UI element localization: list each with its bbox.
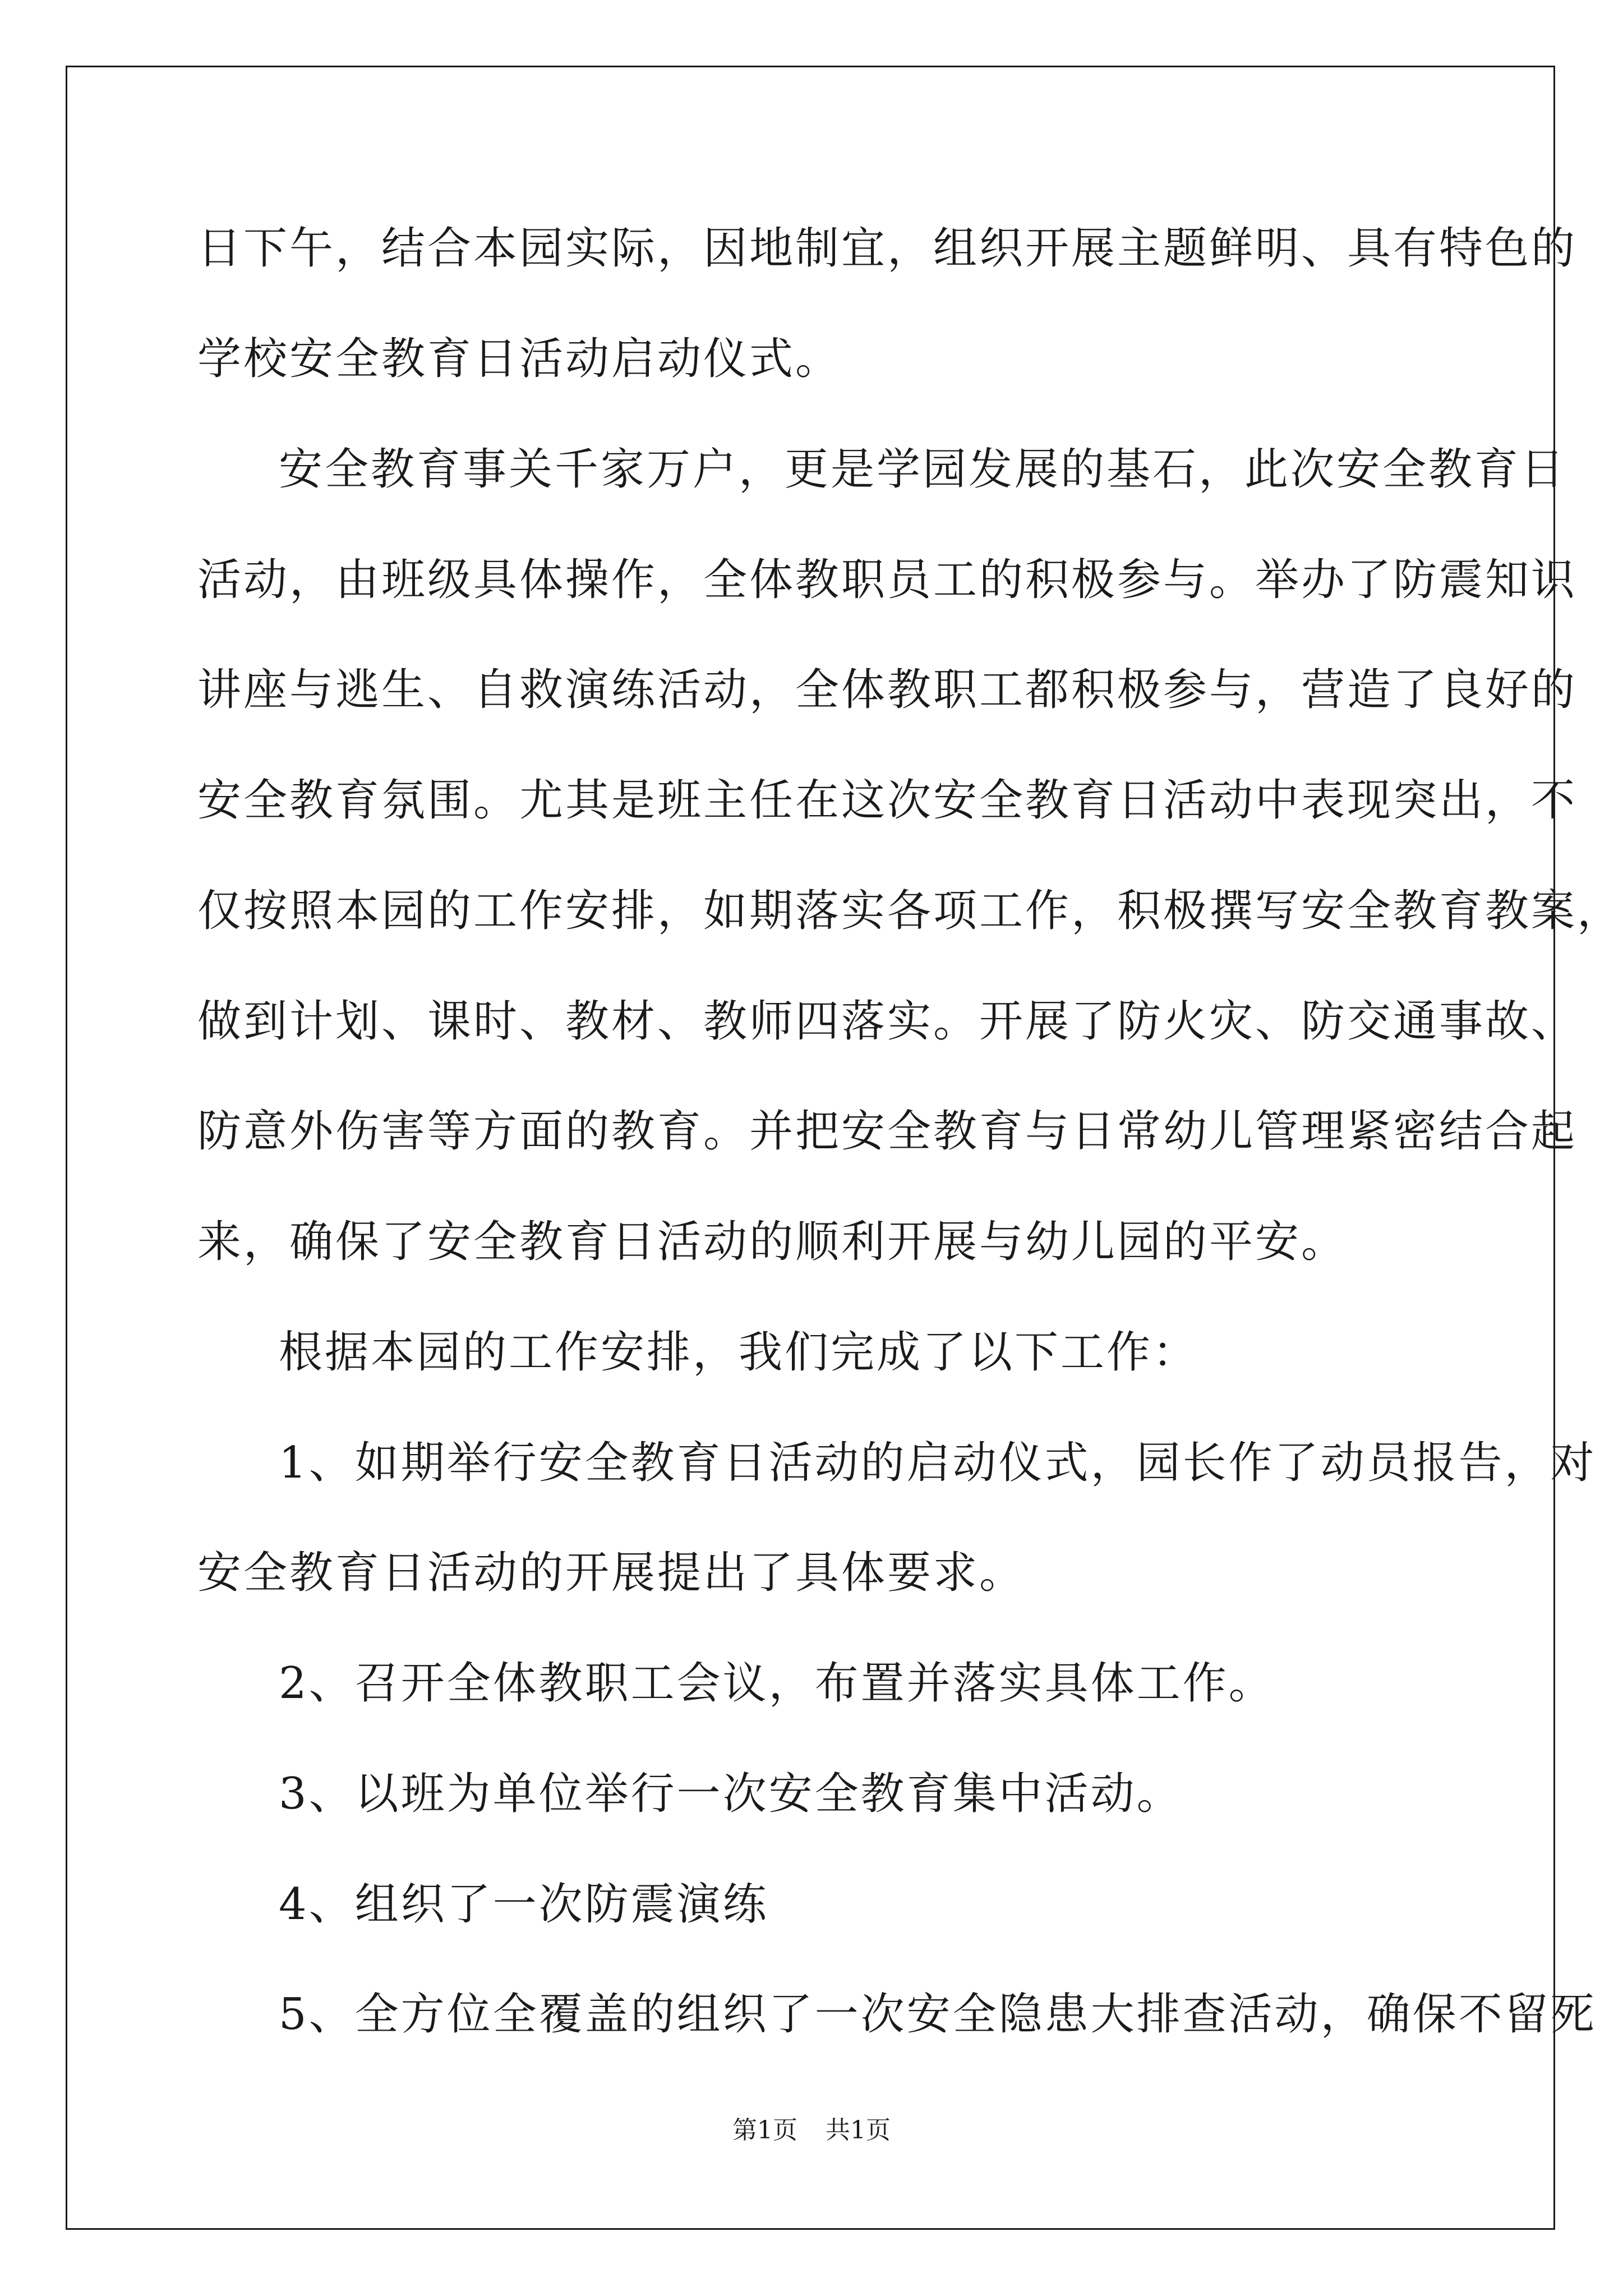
text-line: 安全教育氛围。尤其是班主任在这次安全教育日活动中表现突出，不	[197, 775, 1578, 826]
paragraph-start: 根据本园的工作安排，我们完成了以下工作：	[279, 1327, 1199, 1378]
text-line: 仅按照本园的工作安排，如期落实各项工作，积极撰写安全教育教案，	[197, 886, 1623, 936]
text-line: 讲座与逃生、自救演练活动，全体教职工都积极参与，营造了良好的	[197, 665, 1578, 715]
page-number: 第1页	[732, 2116, 797, 2145]
text-line: 来，确保了安全教育日活动的顺利开展与幼儿园的平安。	[197, 1217, 1348, 1267]
text-line: 安全教育日活动的开展提出了具体要求。	[197, 1548, 1026, 1598]
list-item-1: 1、如期举行安全教育日活动的启动仪式，园长作了动员报告，对	[279, 1438, 1597, 1488]
text-line: 学校安全教育日活动启动仪式。	[197, 334, 842, 384]
paragraph-start: 安全教育事关千家万户，更是学园发展的基石，此次安全教育日	[279, 444, 1567, 495]
list-item-5: 5、全方位全覆盖的组织了一次安全隐患大排查活动，确保不留死	[279, 1989, 1597, 2040]
list-item-2: 2、召开全体教职工会议，布置并落实具体工作。	[279, 1658, 1275, 1709]
list-item-4: 4、组织了一次防震演练	[279, 1879, 769, 1930]
text-line: 防意外伤害等方面的教育。并把安全教育与日常幼儿管理紧密结合起	[197, 1106, 1578, 1157]
text-line: 活动，由班级具体操作，全体教职员工的积极参与。举办了防震知识	[197, 555, 1578, 605]
list-item-3: 3、以班为单位举行一次安全教育集中活动。	[279, 1769, 1183, 1819]
text-line: 做到计划、课时、教材、教师四落实。开展了防火灾、防交通事故、	[197, 996, 1578, 1047]
text-line: 日下午，结合本园实际，因地制宜，组织开展主题鲜明、具有特色的	[197, 223, 1578, 274]
page-total: 共1页	[826, 2116, 891, 2145]
page-footer	[0, 2114, 1623, 2147]
